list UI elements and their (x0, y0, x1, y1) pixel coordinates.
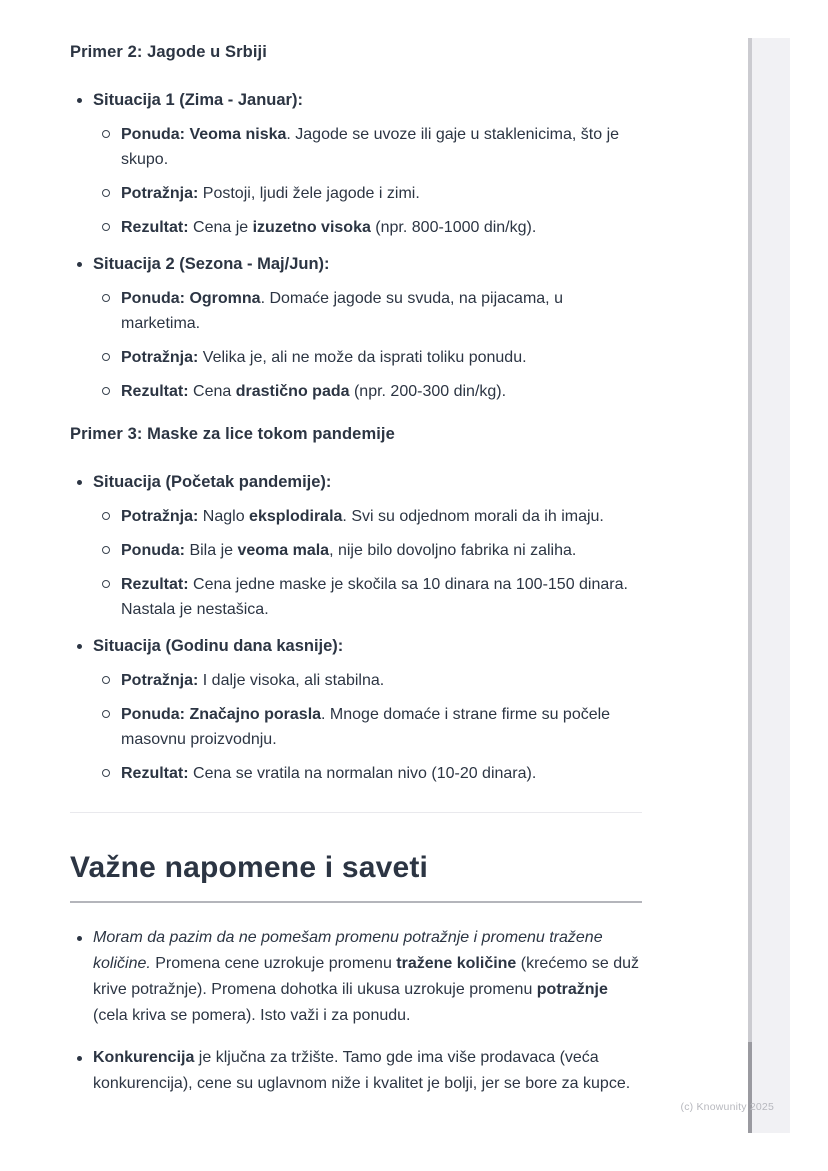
bullet-dot-icon (77, 480, 82, 485)
bullet-circle-icon (102, 512, 110, 520)
paragraph: Potražnja: Postoji, ljudi žele jagode i zimi. (121, 185, 420, 202)
example2-list (70, 88, 642, 404)
bullet-circle-icon (102, 387, 110, 395)
bullet-circle-icon (102, 769, 110, 777)
viewer-background-panel (752, 38, 790, 1133)
paragraph: Potražnja: I dalje visoka, ali stabilna. (121, 672, 385, 689)
sub-list (93, 668, 642, 786)
list-item (70, 470, 642, 622)
list-item (97, 122, 642, 172)
bullet-dot-icon (77, 644, 82, 649)
bullet-circle-icon (102, 223, 110, 231)
bullet-circle-icon (102, 294, 110, 302)
paragraph: Rezultat: Cena se vratila na normalan nivo (10-20 dinara). (121, 765, 537, 782)
sub-list (93, 122, 642, 240)
list-item (97, 286, 642, 336)
paragraph: Konkurencija je ključna za tržište. Tamo gde ima više prodavaca (veća konkurencija), cene su uglavnom niže i kvalitet je bolji, jer se bore za kupce. (93, 1049, 631, 1092)
list-item (97, 504, 642, 529)
page-edge-line (748, 38, 752, 1133)
bullet-dot-icon (77, 262, 82, 267)
bullet-circle-icon (102, 353, 110, 361)
list-item (97, 379, 642, 404)
list-item (70, 88, 642, 240)
bullet-circle-icon (102, 580, 110, 588)
paragraph: Rezultat: Cena je izuzetno visoka (npr. 800-1000 din/kg). (121, 219, 537, 236)
sub-list (93, 504, 642, 622)
example3-list (70, 470, 642, 786)
bullet-dot-icon (77, 936, 82, 941)
paragraph: Rezultat: Cena jedne maske je skočila sa 10 dinara na 100-150 dinara. Nastala je nestašica. (121, 576, 628, 618)
list-item (70, 925, 642, 1029)
bullet-circle-icon (102, 130, 110, 138)
paragraph: Potražnja: Naglo eksplodirala. Svi su odjednom morali da ih imaju. (121, 508, 604, 525)
example2-heading: Primer 2: Jagode u Srbiji (70, 43, 267, 61)
situation-header: Situacija (Godinu dana kasnije): (93, 637, 344, 655)
scrollbar-thumb[interactable] (748, 1042, 752, 1133)
section-divider (70, 812, 642, 813)
list-item (97, 345, 642, 370)
situation-header: Situacija (Početak pandemije): (93, 473, 332, 491)
bullet-circle-icon (102, 710, 110, 718)
situation-header: Situacija 1 (Zima - Januar): (93, 91, 303, 109)
list-item (97, 215, 642, 240)
heading-underline (70, 901, 642, 903)
notes-section-title: Važne napomene i saveti (70, 851, 429, 884)
list-item (70, 1045, 642, 1097)
document-content (70, 40, 642, 1113)
list-item (97, 181, 642, 206)
paragraph: Ponuda: Ogromna. Domaće jagode su svuda, na pijacama, u marketima. (121, 290, 563, 332)
watermark: (c) Knowunity 2025 (680, 1101, 774, 1113)
list-item (97, 702, 642, 752)
list-item (97, 668, 642, 693)
paragraph: Ponuda: Veoma niska. Jagode se uvoze ili gaje u staklenicima, što je skupo. (121, 126, 620, 168)
list-item (70, 634, 642, 786)
list-item (70, 252, 642, 404)
bullet-dot-icon (77, 98, 82, 103)
paragraph: Potražnja: Velika je, ali ne može da isprati toliku ponudu. (121, 349, 527, 366)
list-item (97, 761, 642, 786)
bullet-circle-icon (102, 546, 110, 554)
bullet-circle-icon (102, 676, 110, 684)
list-item (97, 538, 642, 563)
situation-header: Situacija 2 (Sezona - Maj/Jun): (93, 255, 330, 273)
list-item (97, 572, 642, 622)
notes-list (70, 925, 642, 1097)
example3-heading: Primer 3: Maske za lice tokom pandemije (70, 425, 395, 443)
paragraph: Moram da pazim da ne pomešam promenu potražnje i promenu tražene količine. Promena cene uzrokuje promenu tražene količine (krećemo se duž krive potražnje). Promena dohotka ili ukusa uzrokuje promenu potražnje (cela kriva se pomera). Isto važi i za ponudu. (93, 929, 640, 1024)
paragraph: Ponuda: Značajno porasla. Mnoge domaće i strane firme su počele masovnu proizvodnju. (121, 706, 611, 748)
bullet-circle-icon (102, 189, 110, 197)
paragraph: Ponuda: Bila je veoma mala, nije bilo dovoljno fabrika ni zaliha. (121, 542, 577, 559)
bullet-dot-icon (77, 1056, 82, 1061)
paragraph: Rezultat: Cena drastično pada (npr. 200-300 din/kg). (121, 383, 507, 400)
sub-list (93, 286, 642, 404)
